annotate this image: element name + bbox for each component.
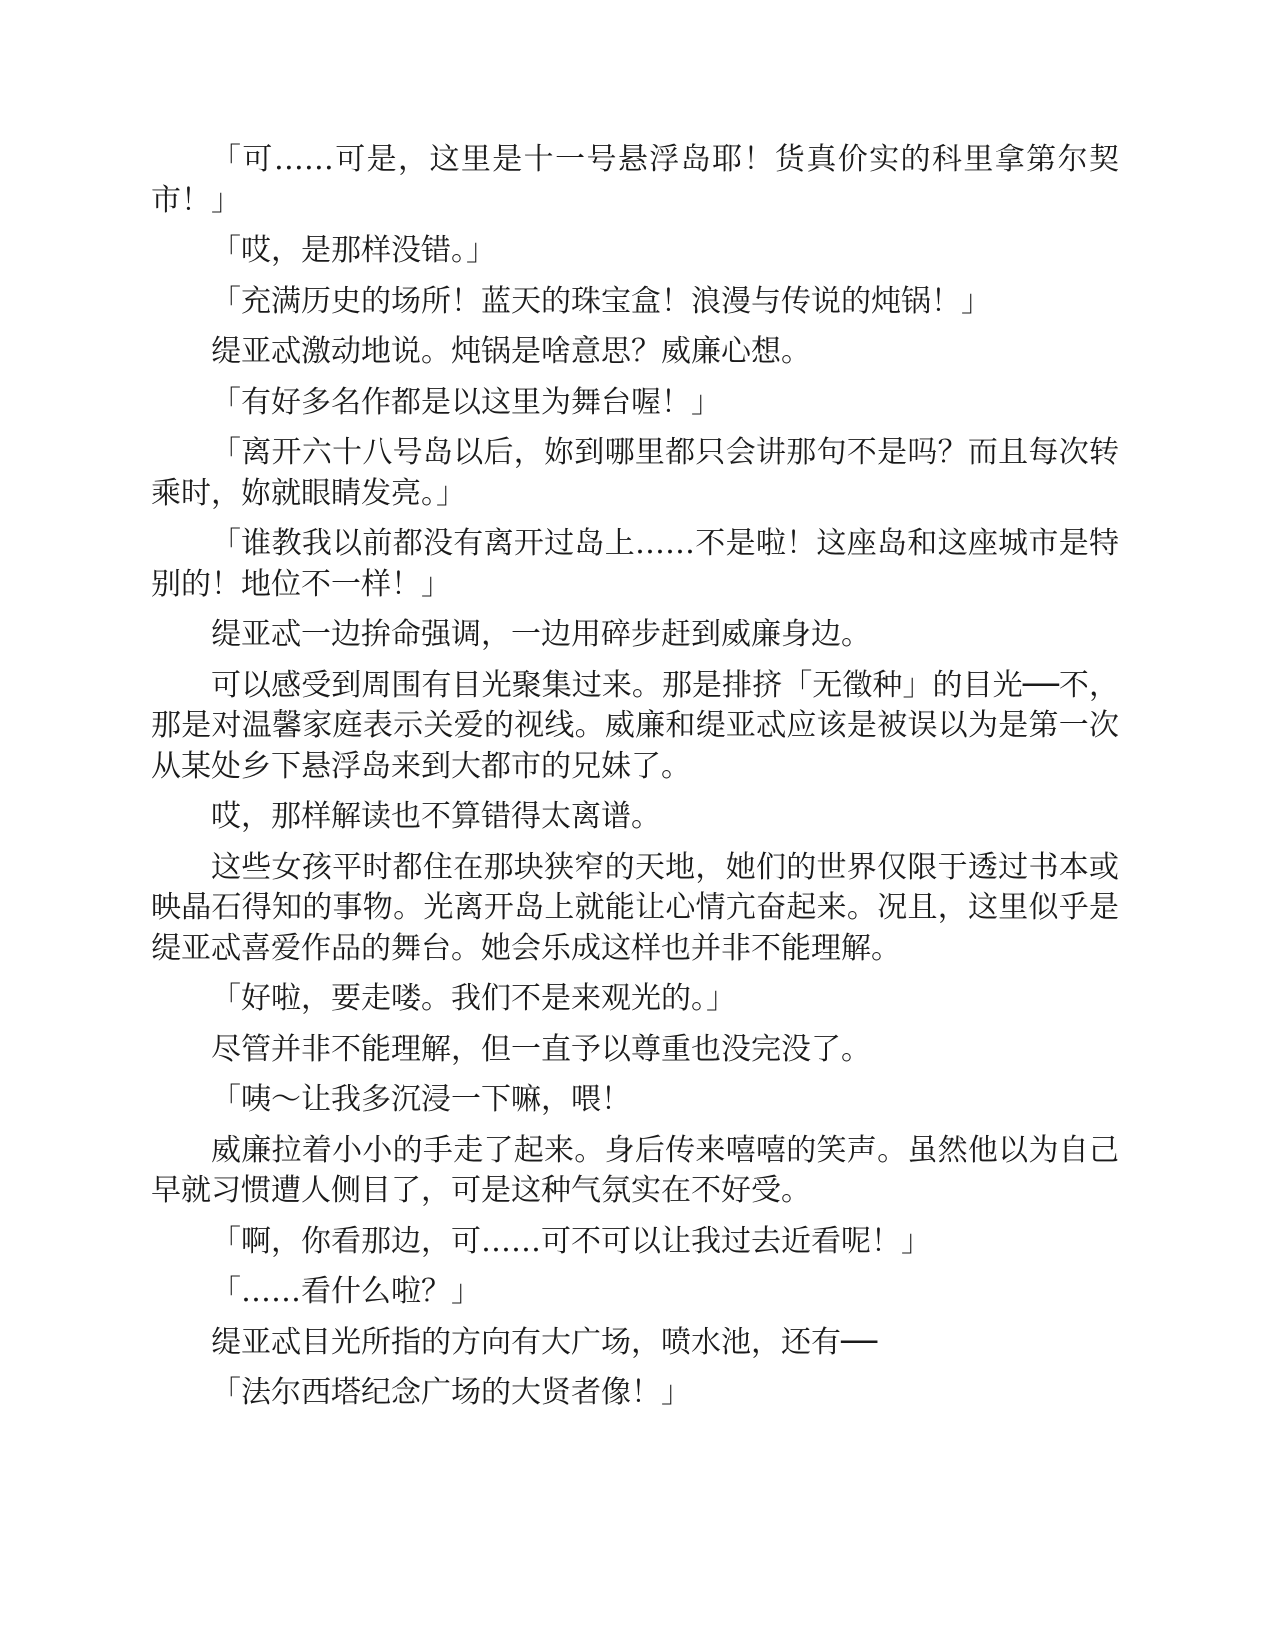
paragraph: 尽管并非不能理解，但一直予以尊重也没完没了。 [211,1031,871,1067]
paragraph: 「法尔西塔纪念广场的大贤者像！」 [211,1375,691,1410]
paragraph: 缇亚忒激动地说。炖锅是啥意思？威廉心想。 [211,334,811,369]
paragraph: 「离开六十八号岛以后，妳到哪里都只会讲那句不是吗？而且每次转乘时，妳就眼睛发亮。」 [151,435,1119,511]
paragraph: 这些女孩平时都住在那块狭窄的天地，她们的世界仅限于透过书本或映晶石得知的事物。光离开岛上就能让心情亢奋起来。况且，这里似乎是缇亚忒喜爱作品的舞台。她会乐成这样也并非不能理解。 [151,849,1119,966]
paragraph: 「哎，是那样没错。」 [211,233,496,268]
paragraph: 「啊，你看那边，可……可不可以让我过去近看呢！」 [211,1223,931,1259]
paragraph: 缇亚忒一边拚命强调，一边用碎步赶到威廉身边。 [211,617,871,652]
paragraph: 「……看什么啦？」 [211,1274,481,1309]
paragraph: 威廉拉着小小的手走了起来。身后传来嘻嘻的笑声。虽然他以为自己早就习惯遭人侧目了，可是这种气氛实在不好受。 [151,1132,1119,1208]
paragraph: 缇亚忒目光所指的方向有大广场，喷水池，还有── [211,1324,878,1360]
paragraph: 「咦～让我多沉浸一下嘛，喂！ [211,1082,631,1117]
paragraph: 可以感受到周围有目光聚集过来。那是排挤「无徵种」的目光──不，那是对温馨家庭表示关爱的视线。威廉和缇亚忒应该是被误以为是第一次从某处乡下悬浮岛来到大都市的兄妹了。 [151,667,1119,784]
paragraph: 「有好多名作都是以这里为舞台喔！」 [211,384,721,420]
paragraph: 「充满历史的场所！蓝天的珠宝盒！浪漫与传说的炖锅！」 [211,283,991,319]
paragraph: 「可……可是，这里是十一号悬浮岛耶！货真价实的科里拿第尔契市！」 [151,142,1119,218]
paragraph: 哎，那样解读也不算错得太离谱。 [211,799,661,834]
paragraph: 「谁教我以前都没有离开过岛上……不是啦！这座岛和这座城市是特别的！地位不一样！」 [151,526,1119,602]
paragraph: 「好啦，要走喽。我们不是来观光的。」 [211,981,736,1016]
document-page [151,140,1119,1424]
